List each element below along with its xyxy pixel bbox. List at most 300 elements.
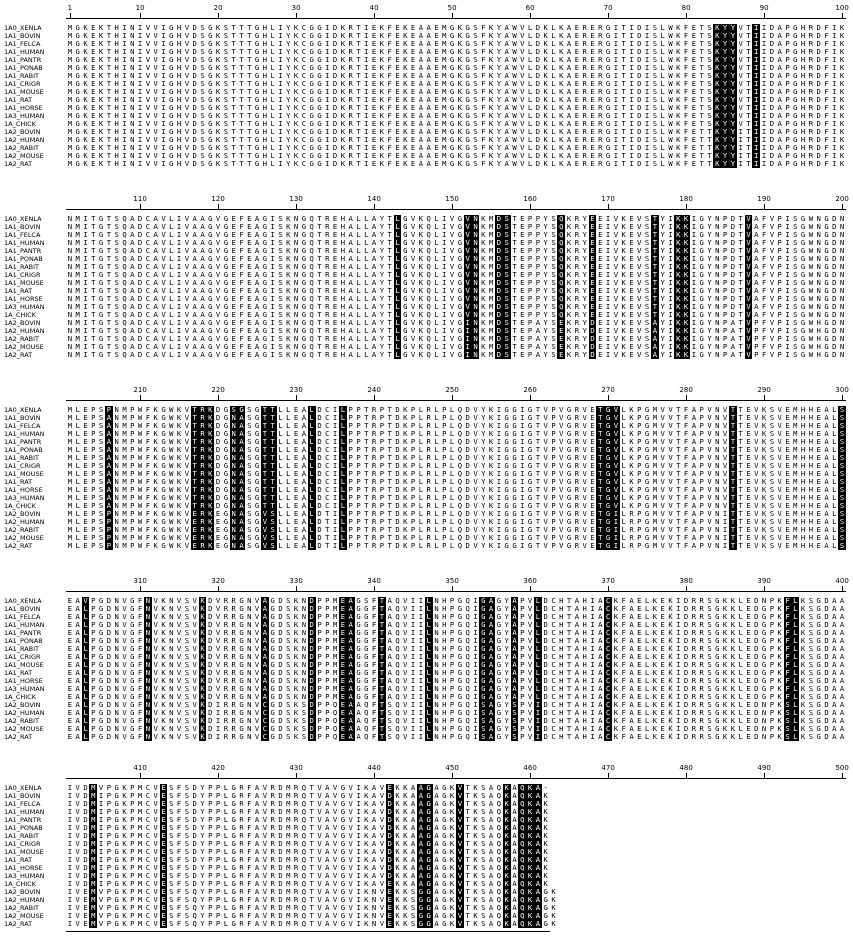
residue: H [261, 32, 269, 40]
ruler-tick [686, 13, 687, 18]
residue: D [191, 56, 199, 64]
residue: L [284, 406, 292, 414]
residue: K [401, 56, 409, 64]
residue: T [105, 303, 113, 311]
residue: M [74, 279, 82, 287]
residue: A [823, 462, 831, 470]
residue: C [144, 215, 152, 223]
residue: L [659, 112, 667, 120]
residue: P [526, 247, 534, 255]
alignment-row [0, 72, 853, 80]
residue: L [269, 136, 277, 144]
residue: A [300, 438, 308, 446]
residue: V [612, 303, 620, 311]
residue: C [144, 311, 152, 319]
residue: T [698, 56, 706, 64]
residue: K [82, 72, 90, 80]
residue: M [651, 406, 659, 414]
residue: A [503, 136, 511, 144]
residue: A [191, 215, 199, 223]
residue: F [760, 343, 768, 351]
residue: V [542, 486, 550, 494]
residue: G [253, 24, 261, 32]
residue: E [82, 454, 90, 462]
residue: V [464, 239, 472, 247]
residue: I [690, 343, 698, 351]
sequence-name: 1A1_PONAB [4, 255, 64, 263]
residue: I [612, 152, 620, 160]
residue: Q [308, 215, 316, 223]
residue: K [417, 303, 425, 311]
residue: A [534, 327, 542, 335]
residue: V [448, 247, 456, 255]
residue: F [238, 351, 246, 359]
residue: K [378, 80, 386, 88]
residue: N [66, 311, 74, 319]
residue: L [394, 343, 402, 351]
residue: I [830, 96, 838, 104]
residue: N [66, 255, 74, 263]
residue: R [347, 152, 355, 160]
residue: E [82, 462, 90, 470]
residue: G [74, 136, 82, 144]
residue: M [651, 478, 659, 486]
residue: T [386, 287, 394, 295]
residue: S [768, 454, 776, 462]
residue: F [760, 351, 768, 359]
residue: L [362, 247, 370, 255]
residue: I [760, 32, 768, 40]
residue: T [89, 215, 97, 223]
residue: L [448, 486, 456, 494]
residue: L [74, 486, 82, 494]
residue: A [238, 414, 246, 422]
residue: V [183, 96, 191, 104]
residue: G [167, 24, 175, 32]
residue: G [167, 152, 175, 160]
residue: L [394, 263, 402, 271]
residue: K [487, 478, 495, 486]
residue: N [113, 406, 121, 414]
residue: P [89, 470, 97, 478]
residue: A [565, 48, 573, 56]
residue: V [737, 32, 745, 40]
residue: M [74, 231, 82, 239]
residue: M [74, 271, 82, 279]
residue: E [596, 327, 604, 335]
residue: A [199, 255, 207, 263]
residue: K [565, 279, 573, 287]
residue: Y [659, 223, 667, 231]
residue: C [144, 319, 152, 327]
residue: D [191, 32, 199, 40]
residue: I [136, 144, 144, 152]
residue: G [604, 438, 612, 446]
residue: Y [706, 223, 714, 231]
residue: T [105, 144, 113, 152]
residue: G [261, 287, 269, 295]
residue: H [799, 430, 807, 438]
residue: Q [121, 303, 129, 311]
residue: K [456, 136, 464, 144]
residue: A [503, 88, 511, 96]
residue: D [214, 406, 222, 414]
residue: F [682, 494, 690, 502]
residue: G [253, 40, 261, 48]
residue: E [82, 406, 90, 414]
residue: M [440, 32, 448, 40]
residue: E [815, 470, 823, 478]
residue: P [128, 478, 136, 486]
residue: A [503, 72, 511, 80]
residue: N [113, 494, 121, 502]
residue: Y [659, 335, 667, 343]
residue: L [394, 247, 402, 255]
residue: L [339, 478, 347, 486]
residue: T [596, 470, 604, 478]
residue: V [745, 263, 753, 271]
residue: N [838, 327, 846, 335]
residue: Q [456, 414, 464, 422]
residue: K [284, 319, 292, 327]
residue: W [807, 327, 815, 335]
residue: L [433, 303, 441, 311]
residue: V [183, 247, 191, 255]
residue: V [464, 279, 472, 287]
residue: E [82, 438, 90, 446]
residue: M [66, 48, 74, 56]
residue: S [222, 160, 230, 168]
residue: K [620, 343, 628, 351]
residue: G [97, 343, 105, 351]
residue: K [292, 160, 300, 168]
residue: A [199, 263, 207, 271]
residue: I [175, 247, 183, 255]
residue: G [456, 255, 464, 263]
residue: T [230, 128, 238, 136]
residue: A [347, 287, 355, 295]
residue: R [199, 494, 207, 502]
residue: S [768, 430, 776, 438]
ruler-line [66, 18, 846, 19]
residue: L [433, 494, 441, 502]
residue: G [698, 287, 706, 295]
residue: Y [729, 32, 737, 40]
sequence-name: 1A1_PANTR [4, 438, 64, 446]
residue: S [706, 112, 714, 120]
residue: T [89, 311, 97, 319]
residue: M [74, 311, 82, 319]
residue: K [713, 72, 721, 80]
residue: E [331, 223, 339, 231]
residue: F [760, 279, 768, 287]
residue: M [121, 470, 129, 478]
residue: N [66, 279, 74, 287]
residue: E [518, 231, 526, 239]
residue: S [643, 247, 651, 255]
residue: G [222, 327, 230, 335]
residue: A [425, 80, 433, 88]
residue: I [760, 72, 768, 80]
residue: D [331, 80, 339, 88]
residue: K [401, 470, 409, 478]
residue: S [199, 32, 207, 40]
residue: P [550, 462, 558, 470]
residue: T [386, 494, 394, 502]
residue: A [690, 470, 698, 478]
residue: R [596, 88, 604, 96]
residue: H [175, 152, 183, 160]
residue: T [245, 120, 253, 128]
residue: P [355, 446, 363, 454]
residue: T [230, 160, 238, 168]
residue: V [214, 303, 222, 311]
residue: E [89, 128, 97, 136]
residue: L [620, 446, 628, 454]
residue: G [791, 128, 799, 136]
residue: D [635, 72, 643, 80]
residue: K [565, 327, 573, 335]
residue: S [651, 64, 659, 72]
residue: G [97, 239, 105, 247]
residue: Y [706, 343, 714, 351]
residue: T [316, 343, 324, 351]
residue: A [253, 279, 261, 287]
residue: K [557, 120, 565, 128]
residue: G [401, 351, 409, 359]
residue: G [308, 152, 316, 160]
residue: S [503, 303, 511, 311]
residue: V [152, 56, 160, 64]
residue: M [440, 64, 448, 72]
residue: K [479, 279, 487, 287]
residue: G [261, 223, 269, 231]
residue: W [667, 152, 675, 160]
residue: T [89, 271, 97, 279]
residue: H [175, 96, 183, 104]
residue: L [659, 80, 667, 88]
residue: A [417, 80, 425, 88]
residue: M [66, 24, 74, 32]
residue: D [635, 120, 643, 128]
residue: T [238, 56, 246, 64]
residue: A [425, 144, 433, 152]
residue: G [316, 88, 324, 96]
residue: N [66, 223, 74, 231]
residue: K [628, 422, 636, 430]
residue: R [323, 231, 331, 239]
residue: P [550, 430, 558, 438]
residue: E [690, 152, 698, 160]
residue: L [659, 88, 667, 96]
residue: I [331, 430, 339, 438]
residue: D [191, 72, 199, 80]
residue: E [394, 96, 402, 104]
residue: T [620, 136, 628, 144]
residue: K [292, 96, 300, 104]
residue: D [768, 128, 776, 136]
residue: I [269, 295, 277, 303]
residue: G [456, 247, 464, 255]
residue: R [573, 406, 581, 414]
residue: L [362, 215, 370, 223]
residue: N [713, 478, 721, 486]
residue: D [331, 136, 339, 144]
residue: V [752, 470, 760, 478]
residue: M [440, 160, 448, 168]
residue: K [479, 295, 487, 303]
residue: M [66, 120, 74, 128]
residue: T [596, 446, 604, 454]
residue: F [238, 311, 246, 319]
residue: Q [557, 223, 565, 231]
residue: G [698, 223, 706, 231]
residue: W [667, 56, 675, 64]
residue: D [815, 80, 823, 88]
residue: H [261, 80, 269, 88]
residue: L [167, 311, 175, 319]
residue: P [698, 422, 706, 430]
residue: K [417, 215, 425, 223]
residue: K [284, 351, 292, 359]
residue: G [799, 279, 807, 287]
residue: V [214, 215, 222, 223]
residue: P [355, 462, 363, 470]
residue: N [713, 422, 721, 430]
residue: K [479, 223, 487, 231]
residue: K [557, 104, 565, 112]
residue: M [440, 24, 448, 32]
residue: G [253, 430, 261, 438]
residue: P [635, 406, 643, 414]
residue: W [807, 239, 815, 247]
residue: E [745, 462, 753, 470]
residue: G [565, 486, 573, 494]
residue: N [815, 295, 823, 303]
residue: K [97, 72, 105, 80]
residue: E [784, 446, 792, 454]
residue: F [386, 144, 394, 152]
residue: K [417, 327, 425, 335]
residue: I [784, 231, 792, 239]
residue: R [573, 414, 581, 422]
residue: V [612, 478, 620, 486]
residue: T [737, 414, 745, 422]
residue: I [121, 112, 129, 120]
residue: Y [706, 279, 714, 287]
residue: E [82, 486, 90, 494]
residue: A [565, 80, 573, 88]
residue: G [565, 454, 573, 462]
residue: E [589, 462, 597, 470]
residue: P [526, 287, 534, 295]
residue: Q [308, 343, 316, 351]
residue: L [394, 335, 402, 343]
residue: S [277, 319, 285, 327]
residue: S [838, 438, 846, 446]
residue: N [66, 351, 74, 359]
residue: Y [729, 112, 737, 120]
residue: N [815, 279, 823, 287]
residue: S [472, 152, 480, 160]
residue: K [339, 48, 347, 56]
residue: I [760, 64, 768, 72]
residue: D [815, 96, 823, 104]
residue: G [511, 486, 519, 494]
residue: T [105, 32, 113, 40]
residue: K [557, 72, 565, 80]
residue: E [784, 486, 792, 494]
residue: E [394, 104, 402, 112]
residue: I [121, 72, 129, 80]
residue: N [230, 478, 238, 486]
residue: V [706, 478, 714, 486]
residue: K [542, 152, 550, 160]
residue: E [690, 80, 698, 88]
residue: K [682, 295, 690, 303]
residue: H [261, 136, 269, 144]
residue: Y [495, 112, 503, 120]
residue: E [815, 406, 823, 414]
residue: K [378, 56, 386, 64]
residue: I [136, 136, 144, 144]
residue: K [674, 215, 682, 223]
residue: W [807, 311, 815, 319]
residue: K [97, 112, 105, 120]
residue: S [277, 335, 285, 343]
residue: I [628, 120, 636, 128]
residue: P [698, 406, 706, 414]
residue: L [433, 343, 441, 351]
residue: K [401, 104, 409, 112]
residue: T [386, 454, 394, 462]
residue: L [167, 335, 175, 343]
residue: S [245, 422, 253, 430]
residue: T [238, 152, 246, 160]
residue: Q [425, 239, 433, 247]
residue: Y [284, 72, 292, 80]
residue: I [612, 80, 620, 88]
residue: P [440, 486, 448, 494]
residue: A [199, 231, 207, 239]
residue: T [230, 32, 238, 40]
ruler-tick [530, 13, 531, 18]
residue: D [534, 40, 542, 48]
residue: M [651, 494, 659, 502]
residue: N [815, 223, 823, 231]
residue: A [152, 343, 160, 351]
residue: C [144, 295, 152, 303]
residue: V [768, 343, 776, 351]
residue: G [206, 215, 214, 223]
residue: G [464, 120, 472, 128]
residue: K [838, 104, 846, 112]
residue: N [230, 462, 238, 470]
residue: G [604, 422, 612, 430]
residue: D [815, 104, 823, 112]
residue: L [526, 144, 534, 152]
residue: V [472, 422, 480, 430]
residue: G [464, 104, 472, 112]
residue: V [542, 454, 550, 462]
residue: E [557, 327, 565, 335]
sequence-name: 1A1_RAT [4, 287, 64, 295]
residue: G [511, 454, 519, 462]
residue: C [323, 462, 331, 470]
residue: G [253, 96, 261, 104]
residue: N [128, 80, 136, 88]
residue: R [347, 40, 355, 48]
